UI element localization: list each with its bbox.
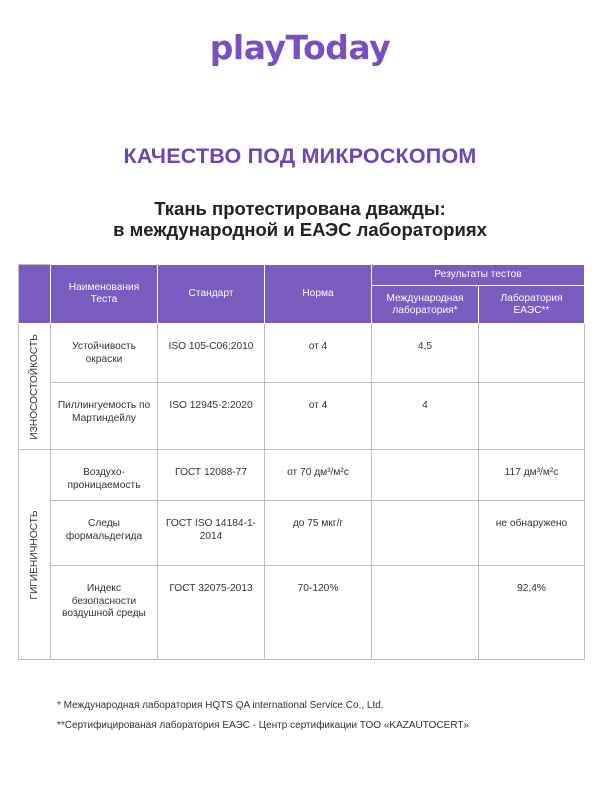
cell-standard: ISO 105-C06:2010 bbox=[158, 324, 265, 383]
cell-intl-result bbox=[372, 501, 479, 566]
cell-intl-result: 4,5 bbox=[372, 324, 479, 383]
table-row bbox=[19, 566, 585, 660]
cell-test-name: Устойчивость окраски bbox=[51, 324, 158, 383]
page-title: КАЧЕСТВО ПОД МИКРОСКОПОМ bbox=[123, 144, 477, 168]
cell-standard: ISO 12945-2:2020 bbox=[158, 383, 265, 450]
cell-test-name: Воздухо-проницаемость bbox=[51, 450, 158, 501]
cell-norm: от 4 bbox=[265, 324, 372, 383]
cell-norm: от 4 bbox=[265, 383, 372, 450]
cell-eaeu-result bbox=[479, 324, 585, 383]
cell-eaeu-result: 92,4% bbox=[479, 566, 585, 660]
test-results-table bbox=[18, 264, 585, 660]
header-test-name: Наименования Теста bbox=[51, 265, 158, 324]
header-eaeu-lab: Лаборатория ЕАЭС** bbox=[479, 286, 585, 324]
subtitle-line-2: в международной и ЕАЭС лабораториях bbox=[113, 219, 487, 240]
cell-eaeu-result bbox=[479, 383, 585, 450]
cell-intl-result bbox=[372, 566, 479, 660]
cell-eaeu-result: не обнаружено bbox=[479, 501, 585, 566]
header-results: Результаты тестов bbox=[372, 265, 585, 286]
footnote-eaeu-lab: **Сертифицированая лаборатория ЕАЭС - Центр сертификации ТОО «KAZAUTOCERT» bbox=[57, 720, 470, 731]
cell-norm: от 70 дм³/м²с bbox=[265, 450, 372, 501]
cell-intl-result: 4 bbox=[372, 383, 479, 450]
footnotes bbox=[57, 696, 469, 736]
footnote-intl-lab: * Международная лаборатория HQTS QA international Service Co., Ltd. bbox=[57, 700, 384, 711]
header-norm: Норма bbox=[265, 265, 372, 324]
header-intl-lab: Международная лаборатория* bbox=[372, 286, 479, 324]
cell-standard: ГОСТ ISO 14184-1-2014 bbox=[158, 501, 265, 566]
table-row bbox=[19, 383, 585, 450]
cell-eaeu-result: 117 дм³/м²с bbox=[479, 450, 585, 501]
cell-norm: 70-120% bbox=[265, 566, 372, 660]
group-wear-resistance bbox=[19, 324, 51, 450]
table-row bbox=[19, 324, 585, 383]
cell-standard: ГОСТ 32075-2013 bbox=[158, 566, 265, 660]
table-row bbox=[19, 450, 585, 501]
page-subtitle bbox=[0, 198, 600, 240]
group-hygiene bbox=[19, 450, 51, 660]
brand-logo: playToday bbox=[209, 28, 391, 67]
group-label: ИЗНОСОСТОЙКОСТЬ bbox=[28, 333, 40, 440]
table-row bbox=[19, 501, 585, 566]
header-standard: Стандарт bbox=[158, 265, 265, 324]
cell-test-name: Индекс безопасности воздушной среды bbox=[51, 566, 158, 660]
cell-standard: ГОСТ 12088-77 bbox=[158, 450, 265, 501]
subtitle-line-1: Ткань протестирована дважды: bbox=[154, 198, 446, 219]
cell-intl-result bbox=[372, 450, 479, 501]
group-label: ГИГИЕНИЧНОСТЬ bbox=[28, 509, 40, 600]
header-corner bbox=[19, 265, 51, 324]
cell-norm: до 75 мкг/г bbox=[265, 501, 372, 566]
cell-test-name: Следы формальдегида bbox=[51, 501, 158, 566]
cell-test-name: Пиллингуемость по Мартиндейлу bbox=[51, 383, 158, 450]
